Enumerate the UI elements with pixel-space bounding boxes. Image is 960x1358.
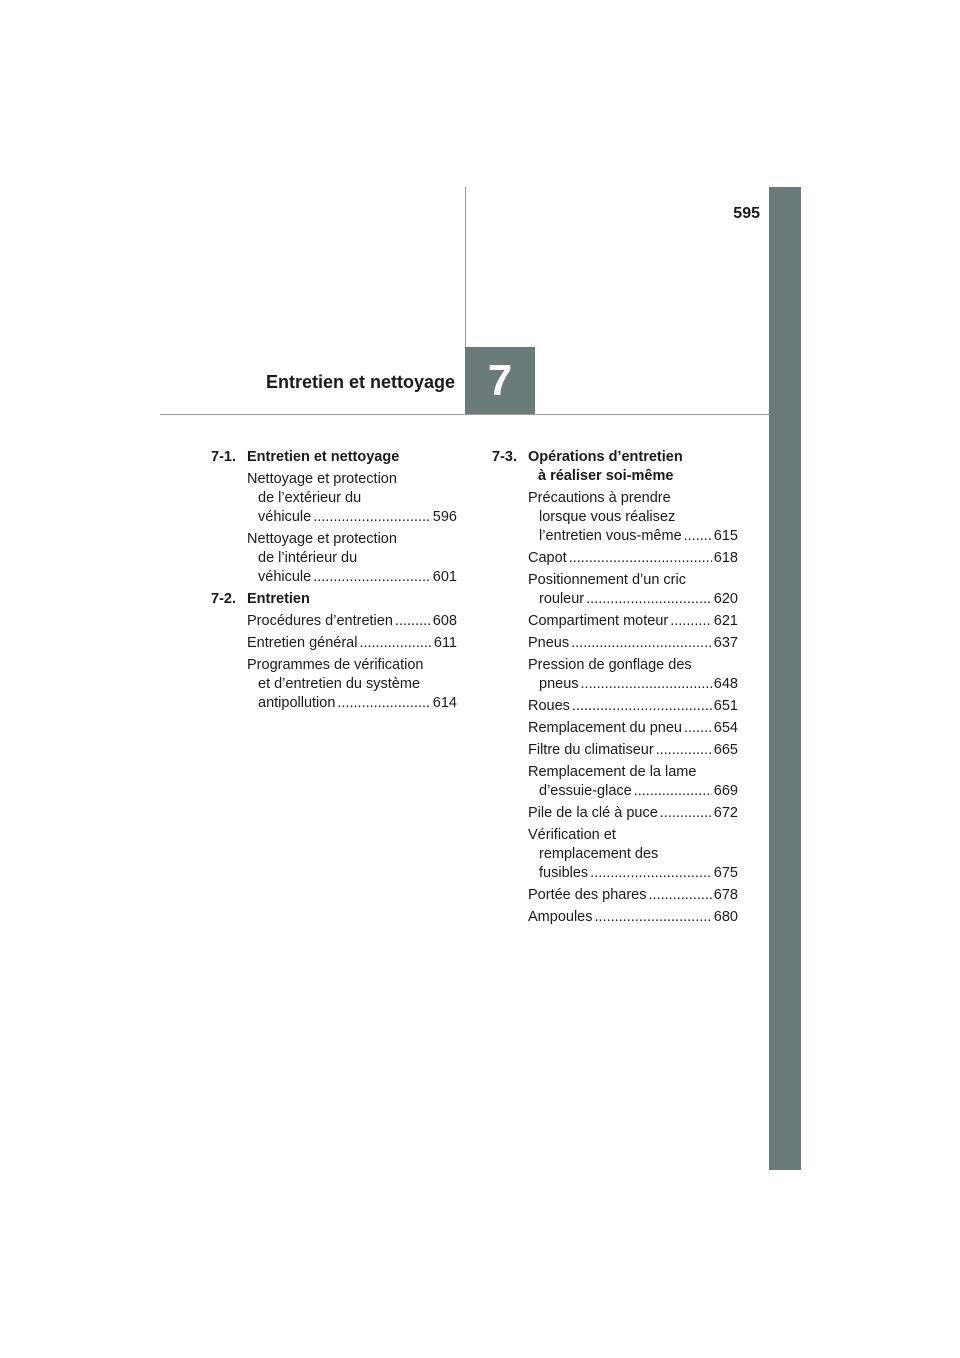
dot-leader: [590, 864, 712, 883]
section-title-line: à réaliser soi-même: [538, 468, 674, 484]
toc-entry: [247, 470, 457, 527]
entry-last-line: [528, 590, 738, 609]
chapter-side-tab: [769, 187, 801, 1170]
section-title: [247, 448, 457, 467]
entry-last-line: [528, 886, 738, 905]
entry-text-line: et d’entretien du système: [258, 676, 421, 692]
entry-page-number: 596: [432, 509, 457, 525]
page-number: 595: [733, 205, 760, 222]
entry-last-line: [528, 908, 738, 927]
entry-text-line: de l’extérieur du: [258, 490, 362, 506]
entry-label: Filtre du climatiseur: [528, 742, 654, 758]
entry-page-number: 618: [713, 550, 738, 566]
dot-leader: [571, 634, 712, 653]
entry-page-number: 637: [713, 635, 738, 651]
entry-label: Remplacement du pneu: [528, 720, 682, 736]
entry-label: fusibles: [539, 865, 589, 881]
entry-text-line: Vérification et: [528, 827, 616, 843]
entry-page-number: 651: [713, 698, 738, 714]
entry-last-line: [528, 549, 738, 568]
toc-entry: [528, 763, 738, 801]
entry-last-line: [528, 612, 738, 631]
entry-page-number: 675: [713, 865, 738, 881]
dot-leader: [634, 782, 712, 801]
toc-section-heading: [211, 448, 457, 467]
dot-leader: [660, 804, 712, 823]
section-number: 7-2.: [211, 591, 236, 607]
dot-leader: [684, 527, 712, 546]
toc-entry: [247, 634, 457, 653]
entry-last-line: [528, 782, 738, 801]
entry-text-line: de l’intérieur du: [258, 550, 358, 566]
toc-entry: [528, 804, 738, 823]
entry-text-line: lorsque vous réalisez: [539, 509, 676, 525]
entry-label: Entretien général: [247, 635, 358, 651]
entry-text-line: Remplacement de la lame: [528, 764, 697, 780]
toc-entry: [528, 612, 738, 631]
entry-last-line: [528, 697, 738, 716]
dot-leader: [313, 508, 431, 527]
entry-label: l’entretien vous-même: [539, 528, 682, 544]
entry-page-number: 680: [713, 909, 738, 925]
entry-last-line: [528, 719, 738, 738]
dot-leader: [569, 549, 712, 568]
entry-label: d’essuie-glace: [539, 783, 632, 799]
toc-entry: [247, 530, 457, 587]
dot-leader: [337, 694, 430, 713]
dot-leader: [359, 634, 431, 653]
entry-page-number: 678: [713, 887, 738, 903]
entry-last-line: [528, 634, 738, 653]
entry-text-line: Nettoyage et protection: [247, 471, 397, 487]
entry-last-line: [247, 612, 457, 631]
entry-label: pneus: [539, 676, 579, 692]
entry-page-number: 621: [713, 613, 738, 629]
entry-last-line: [528, 527, 738, 546]
chapter-title: Entretien et nettoyage: [265, 372, 455, 392]
entry-page-number: 665: [713, 742, 738, 758]
entry-label: véhicule: [258, 569, 312, 585]
entry-last-line: [247, 634, 457, 653]
entry-text-line: remplacement des: [539, 846, 659, 862]
section-title: [247, 590, 457, 609]
entry-last-line: [247, 694, 457, 713]
entry-last-line: [247, 508, 457, 527]
entry-last-line: [528, 864, 738, 883]
section-title-line: Entretien: [247, 591, 310, 607]
entry-label: véhicule: [258, 509, 312, 525]
entry-label: Capot: [528, 550, 567, 566]
entry-label: Pneus: [528, 635, 570, 651]
section-title: [528, 448, 738, 486]
entry-page-number: 608: [432, 613, 457, 629]
vertical-divider: [465, 187, 466, 347]
dot-leader: [684, 719, 712, 738]
dot-leader: [313, 568, 431, 587]
entry-text-line: Nettoyage et protection: [247, 531, 397, 547]
toc-entry: [528, 741, 738, 760]
entry-page-number: 669: [713, 783, 738, 799]
entry-page-number: 672: [713, 805, 738, 821]
entry-page-number: 615: [713, 528, 738, 544]
entry-page-number: 614: [432, 695, 457, 711]
entry-label: rouleur: [539, 591, 585, 607]
toc-entry: [528, 634, 738, 653]
section-title-line: Opérations d’entretien: [528, 449, 683, 465]
dot-leader: [656, 741, 712, 760]
entry-label: Procédures d’entretien: [247, 613, 393, 629]
toc-entry: [528, 908, 738, 927]
entry-label: Portée des phares: [528, 887, 647, 903]
entry-page-number: 611: [433, 635, 457, 651]
entry-text-line: Pression de gonflage des: [528, 657, 692, 673]
chapter-number-box: 7: [465, 347, 535, 414]
dot-leader: [572, 697, 712, 716]
dot-leader: [649, 886, 712, 905]
horizontal-divider: [160, 414, 769, 415]
entry-last-line: [528, 804, 738, 823]
dot-leader: [586, 590, 712, 609]
toc-entry: [528, 826, 738, 883]
entry-last-line: [247, 568, 457, 587]
toc-column-left: [211, 448, 457, 716]
toc-entry: [528, 549, 738, 568]
toc-column-right: [492, 448, 738, 930]
entry-page-number: 654: [713, 720, 738, 736]
toc-entry: [247, 612, 457, 631]
entry-page-number: 648: [713, 676, 738, 692]
section-number: 7-3.: [492, 449, 517, 465]
entry-last-line: [528, 675, 738, 694]
toc-entry: [528, 886, 738, 905]
entry-page-number: 620: [713, 591, 738, 607]
section-number: 7-1.: [211, 449, 236, 465]
entry-label: Ampoules: [528, 909, 593, 925]
entry-last-line: [528, 741, 738, 760]
entry-text-line: Précautions à prendre: [528, 490, 671, 506]
toc-entry: [528, 697, 738, 716]
toc-entry: [247, 656, 457, 713]
dot-leader: [395, 612, 431, 631]
entry-label: antipollution: [258, 695, 336, 711]
entry-label: Roues: [528, 698, 570, 714]
section-title-line: Entretien et nettoyage: [247, 449, 400, 465]
toc-entry: [528, 656, 738, 694]
entry-text-line: Programmes de vérification: [247, 657, 424, 673]
toc-section-heading: [492, 448, 738, 486]
dot-leader: [670, 612, 712, 631]
dot-leader: [581, 675, 712, 694]
toc-section-heading: [211, 590, 457, 609]
dot-leader: [594, 908, 711, 927]
entry-page-number: 601: [432, 569, 457, 585]
toc-entry: [528, 489, 738, 546]
toc-entry: [528, 571, 738, 609]
entry-label: Compartiment moteur: [528, 613, 669, 629]
entry-label: Pile de la clé à puce: [528, 805, 658, 821]
toc-entry: [528, 719, 738, 738]
entry-text-line: Positionnement d’un cric: [528, 572, 686, 588]
